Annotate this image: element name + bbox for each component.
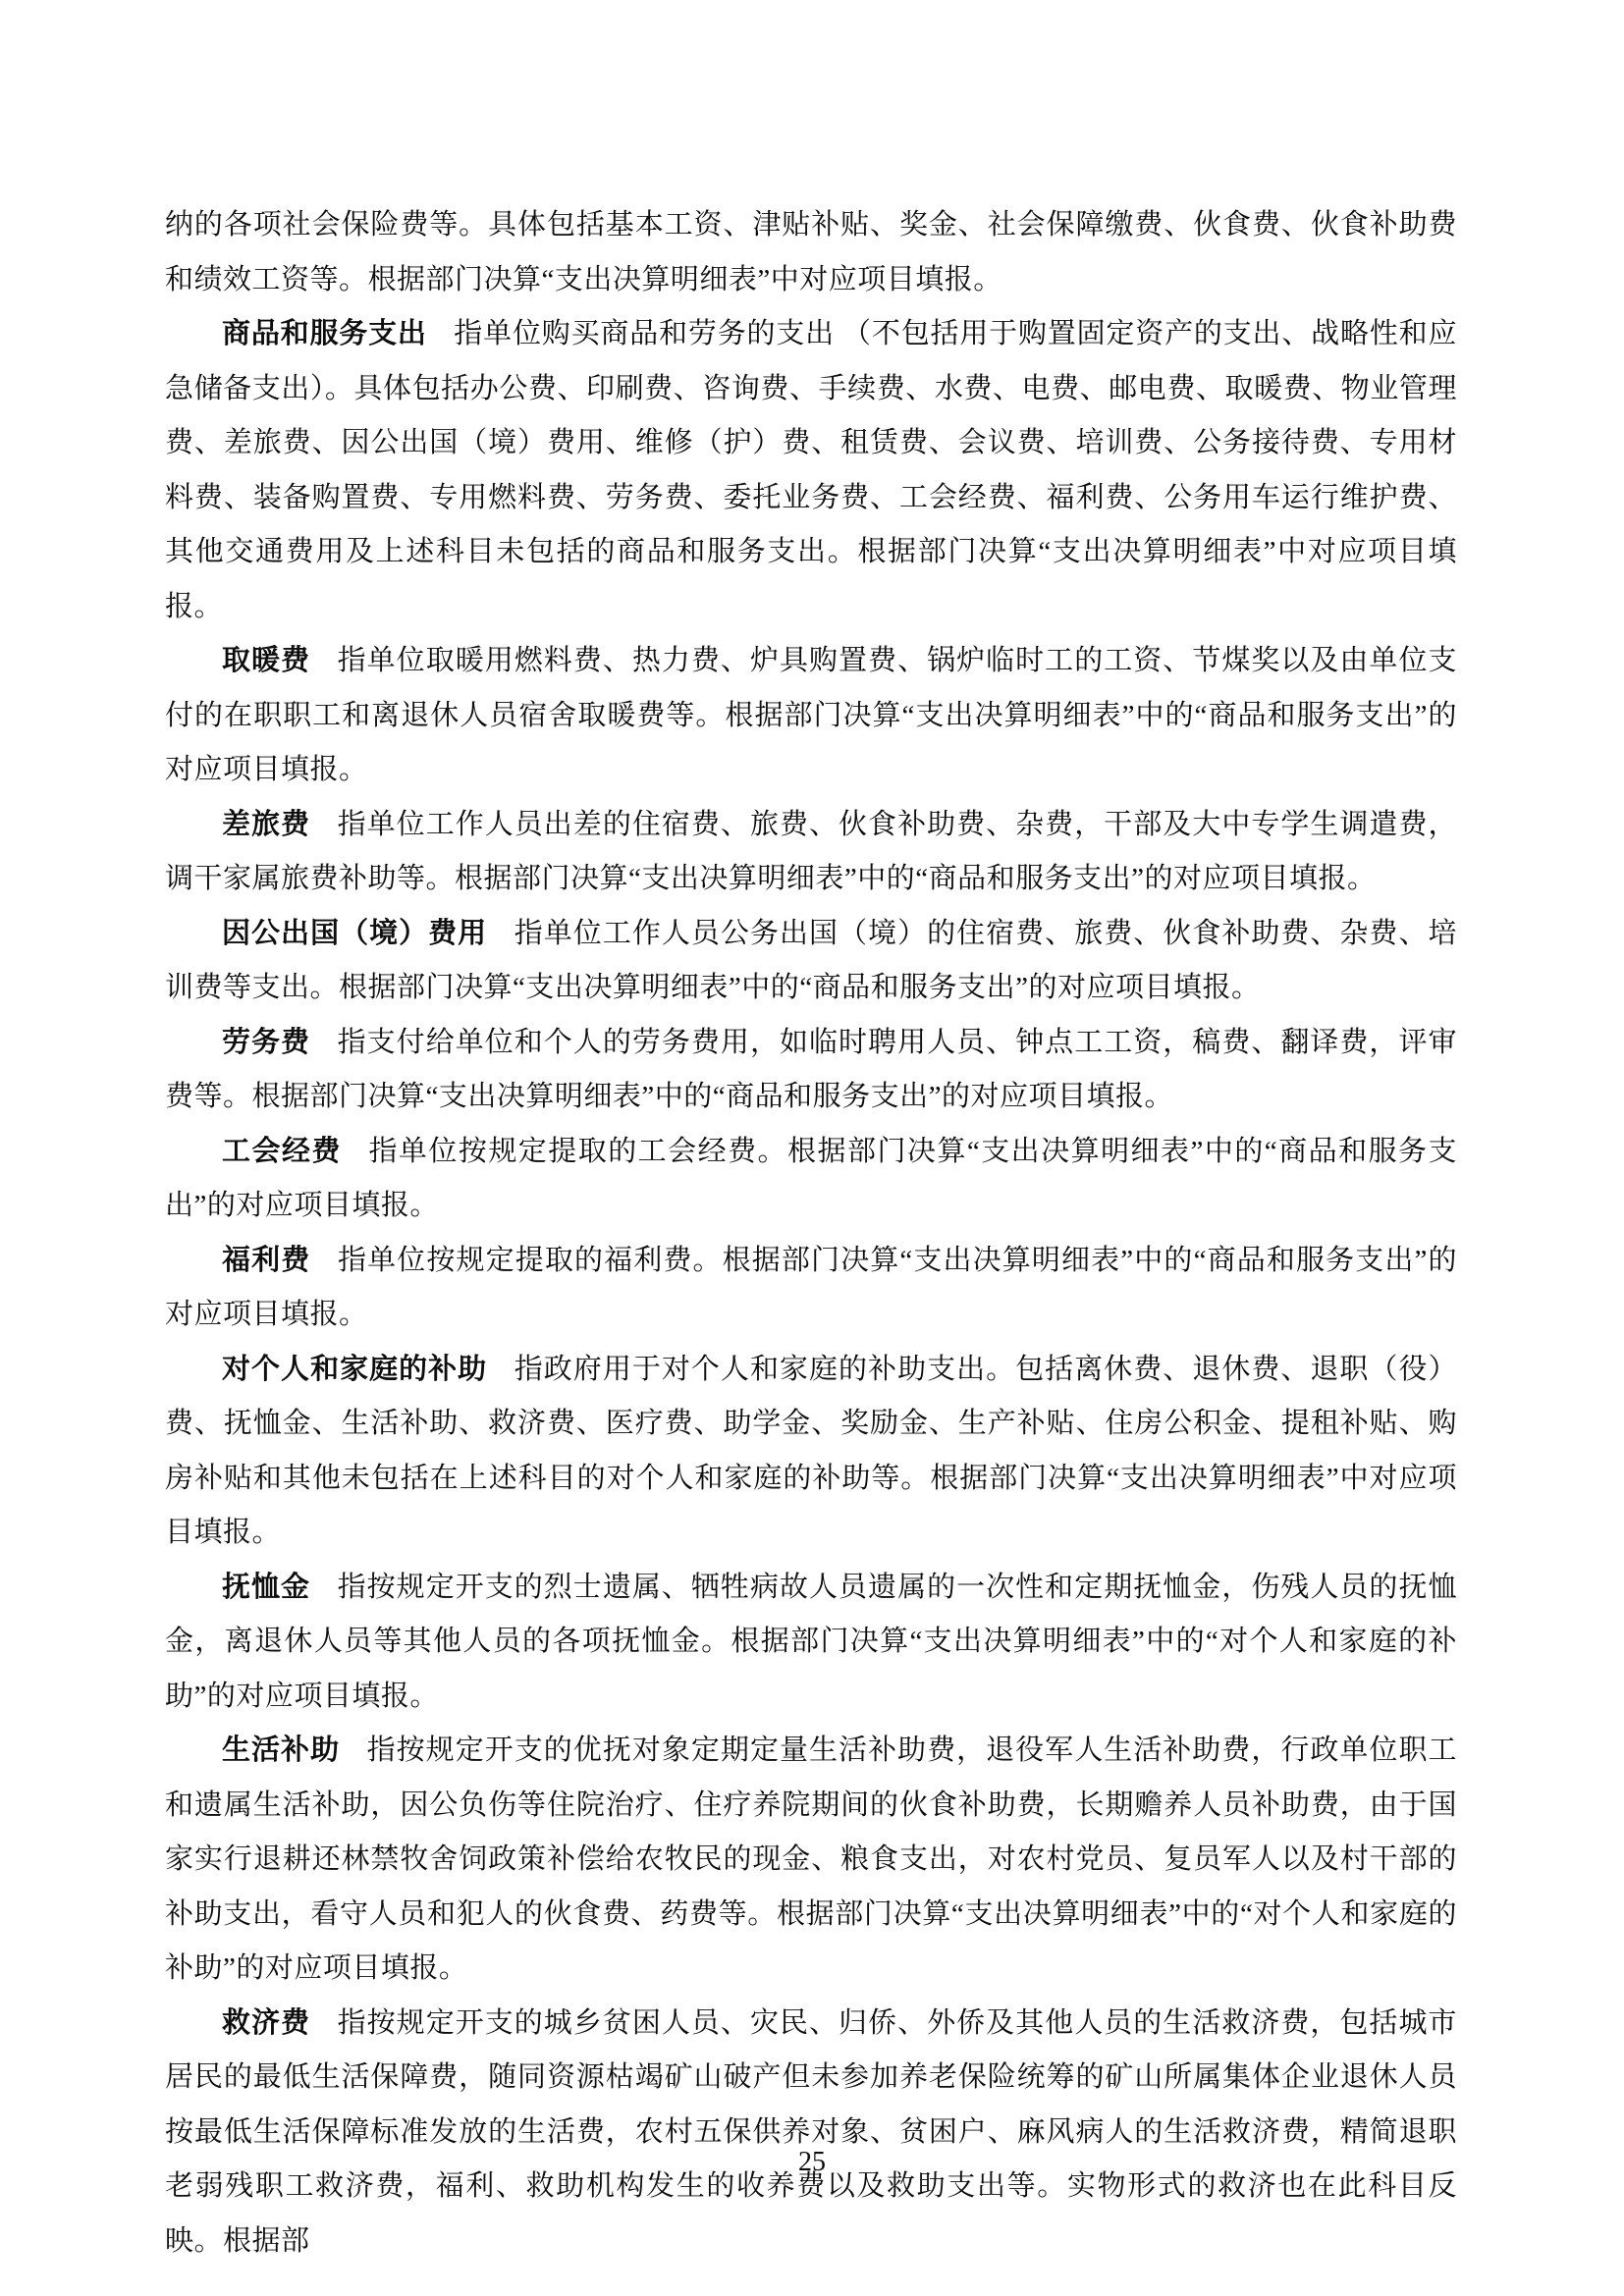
paragraph-text: 指按规定开支的城乡贫困人员、灾民、归侨、外侨及其他人员的生活救济费，包括城市居民的最低生活保障费，随同资源枯竭矿山破产但未参加养老保险统筹的矿山所属集体企业退休人员按最低生活保障标准发放的生活费，农村五保供养对象、贫困户、麻风病人的生活救济费，精简退职老弱残职工救济费，福利、救助机构发生的收养费以及救助支出等。实物形式的救济也在此科目反映。根据部	[165, 2006, 1457, 2257]
paragraph-text: 指单位按规定提取的工会经费。根据部门决算“支出决算明细表”中的“商品和服务支出”的对应项目填报。	[165, 1135, 1457, 1221]
paragraph-text: 指单位工作人员出差的住宿费、旅费、伙食补助费、杂费，干部及大中专学生调遣费，调干家属旅费补助等。根据部门决算“支出决算明细表”中的“商品和服务支出”的对应项目填报。	[165, 808, 1457, 894]
paragraph-text: 指单位按规定提取的福利费。根据部门决算“支出决算明细表”中的“商品和服务支出”的对应项目填报。	[165, 1244, 1457, 1330]
page-number: 25	[798, 2147, 826, 2177]
paragraph-text: 指单位工作人员公务出国（境）的住宿费、旅费、伙食补助费、杂费、培训费等支出。根据部门决算“支出决算明细表”中的“商品和服务支出”的对应项目填报。	[165, 917, 1457, 1003]
document-body	[165, 198, 1457, 2269]
term-label: 抚恤金	[222, 1571, 311, 1603]
paragraph-text: 指按规定开支的优抚对象定期定量生活补助费，退役军人生活补助费，行政单位职工和遗属生活补助，因公负伤等住院治疗、住疗养院期间的伙食补助费，长期赡养人员补助费，由于国家实行退耕还林禁牧舍饲政策补偿给农牧民的现金、粮食支出，对农村党员、复员军人以及村干部的补助支出，看守人员和犯人的伙食费、药费等。根据部门决算“支出决算明细表”中的“对个人和家庭的补助”的对应项目填报。	[165, 1735, 1457, 1984]
paragraph-relief-fee	[165, 1997, 1457, 2269]
paragraph-continuation	[165, 198, 1457, 307]
paragraph-text: 纳的各项社会保险费等。具体包括基本工资、津贴补贴、奖金、社会保障缴费、伙食费、伙食补助费和绩效工资等。根据部门决算“支出决算明细表”中对应项目填报。	[165, 209, 1457, 295]
paragraph-labor-fee	[165, 1016, 1457, 1125]
paragraph-text: 指单位取暖用燃料费、热力费、炉具购置费、锅炉临时工的工资、节煤奖以及由单位支付的在职职工和离退休人员宿舍取暖费等。根据部门决算“支出决算明细表”中的“商品和服务支出”的对应项目填报。	[165, 645, 1457, 785]
paragraph-travel-expenses	[165, 798, 1457, 907]
paragraph-text: 指单位购买商品和劳务的支出 （不包括用于购置固定资产的支出、战略性和应急储备支出）。具体包括办公费、印刷费、咨询费、手续费、水费、电费、邮电费、取暖费、物业管理费、差旅费、因公出国（境）费用、维修（护）费、租赁费、会议费、培训费、公务接待费、专用材料费、装备购置费、专用燃料费、劳务费、委托业务费、工会经费、福利费、公务用车运行维护费、其他交通费用及上述科目未包括的商品和服务支出。根据部门决算“支出决算明细表”中对应项目填报。	[165, 318, 1457, 622]
term-label: 差旅费	[222, 808, 311, 840]
term-label: 生活补助	[222, 1735, 341, 1766]
paragraph-goods-and-services	[165, 307, 1457, 634]
paragraph-union-funds	[165, 1125, 1457, 1234]
paragraph-living-allowance	[165, 1724, 1457, 1997]
paragraph-welfare-fee	[165, 1234, 1457, 1343]
term-label: 对个人和家庭的补助	[222, 1353, 488, 1385]
term-label: 救济费	[222, 2006, 311, 2039]
term-label: 劳务费	[222, 1026, 311, 1058]
paragraph-text: 指按规定开支的烈士遗属、牺牲病故人员遗属的一次性和定期抚恤金，伤残人员的抚恤金，离退休人员等其他人员的各项抚恤金。根据部门决算“支出决算明细表”中的“对个人和家庭的补助”的对应项目填报。	[165, 1571, 1457, 1712]
paragraph-text: 指支付给单位和个人的劳务费用，如临时聘用人员、钟点工工资，稿费、翻译费，评审费等。根据部门决算“支出决算明细表”中的“商品和服务支出”的对应项目填报。	[165, 1026, 1457, 1112]
term-label: 取暖费	[222, 645, 311, 676]
paragraph-subsidies-individuals-families	[165, 1343, 1457, 1561]
term-label: 福利费	[222, 1244, 311, 1276]
term-label: 工会经费	[222, 1135, 342, 1167]
paragraph-pension-payments	[165, 1561, 1457, 1725]
paragraph-overseas-travel-expenses	[165, 907, 1457, 1016]
term-label: 因公出国（境）费用	[222, 917, 488, 949]
term-label: 商品和服务支出	[222, 318, 427, 349]
paragraph-heating-fee	[165, 634, 1457, 798]
paragraph-text: 指政府用于对个人和家庭的补助支出。包括离休费、退休费、退职（役）费、抚恤金、生活补助、救济费、医疗费、助学金、奖励金、生产补贴、住房公积金、提租补贴、购房补贴和其他未包括在上述科目的对个人和家庭的补助等。根据部门决算“支出决算明细表”中对应项目填报。	[165, 1353, 1457, 1548]
